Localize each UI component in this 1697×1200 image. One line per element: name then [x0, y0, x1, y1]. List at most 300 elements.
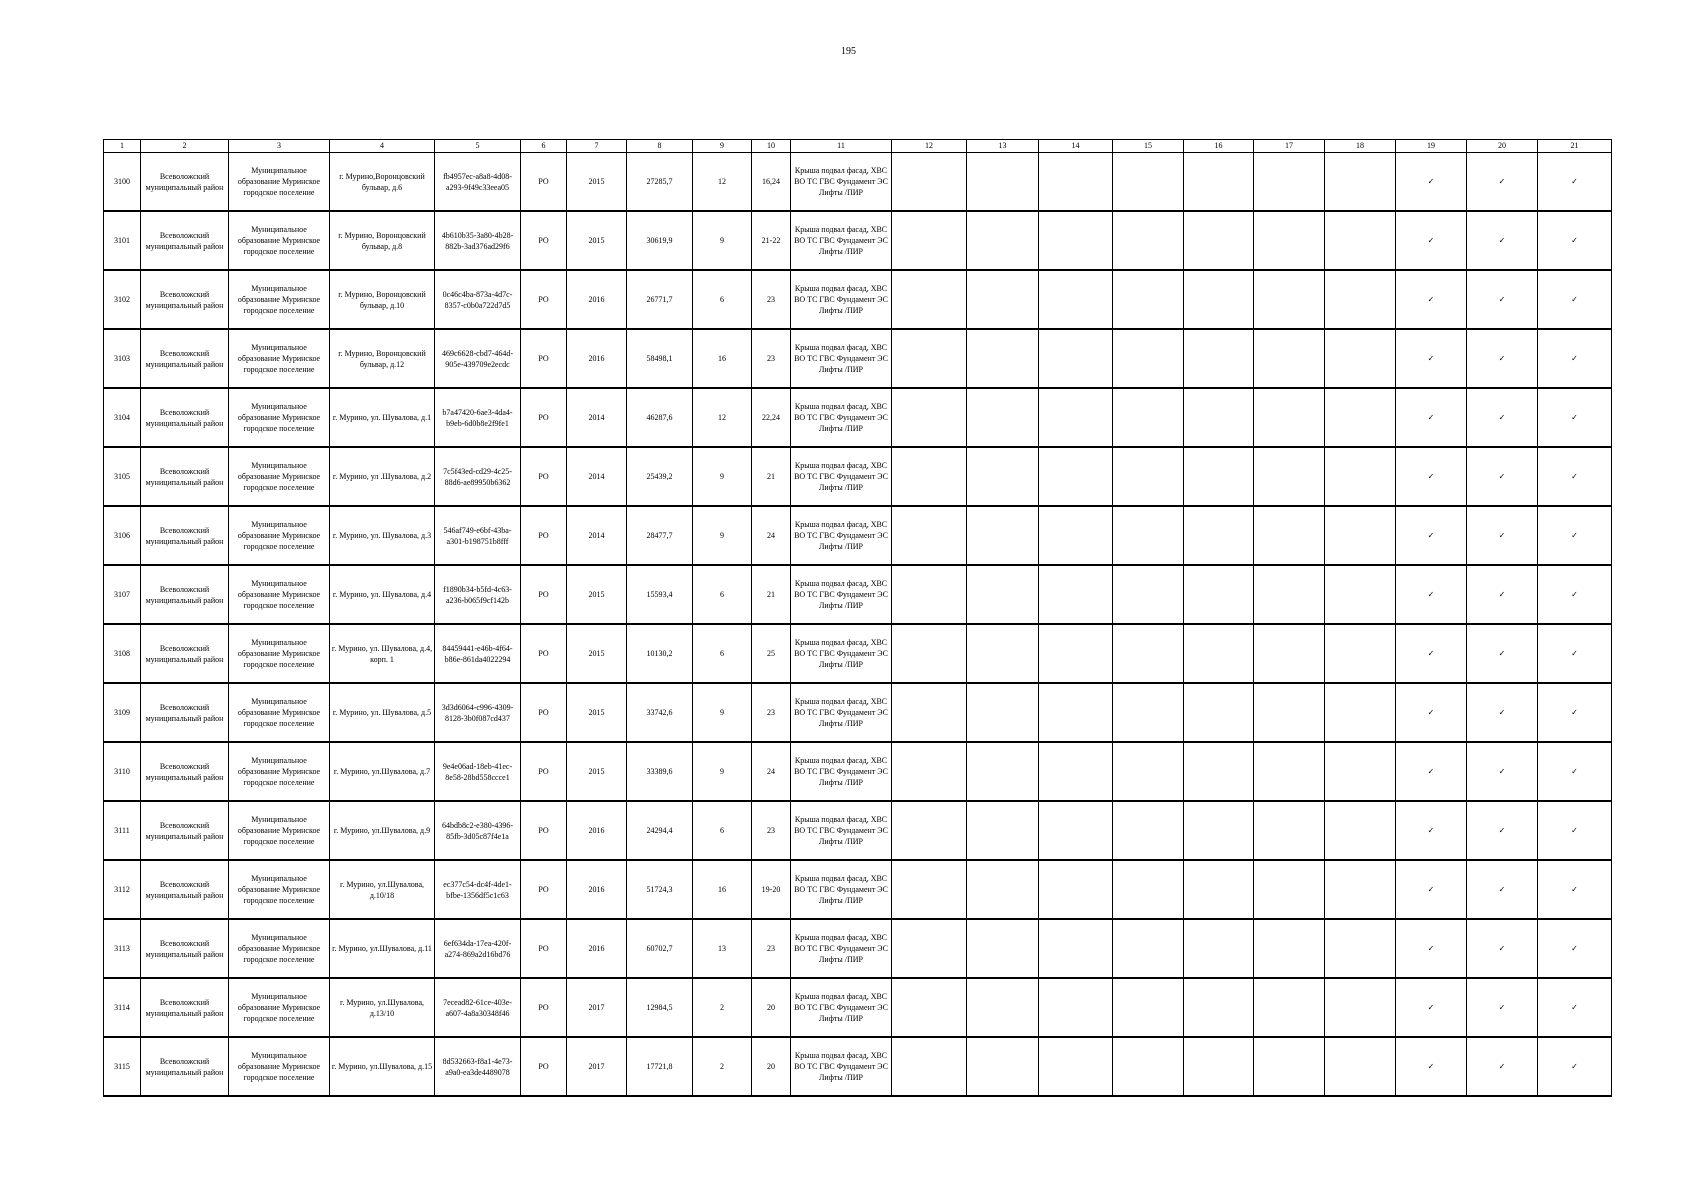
empty-cell	[1254, 801, 1325, 860]
check-mark-icon: ✓	[1467, 565, 1538, 624]
house-code-cell: 3d3d6064-c996-4309-8128-3b0f087cd437	[435, 683, 521, 742]
empty-cell	[1254, 978, 1325, 1037]
fund-type-cell: РО	[521, 919, 567, 978]
municipality-cell: Муниципальное образование Муринское городское поселение	[229, 624, 330, 683]
municipality-cell: Муниципальное образование Муринское городское поселение	[229, 1037, 330, 1096]
municipality-cell: Муниципальное образование Муринское городское поселение	[229, 329, 330, 388]
fund-type-cell: РО	[521, 1037, 567, 1096]
check-mark-icon: ✓	[1538, 978, 1612, 1037]
year-cell: 2015	[567, 624, 627, 683]
municipality-cell: Муниципальное образование Муринское городское поселение	[229, 388, 330, 447]
house-code-cell: 0c46c4ba-873a-4d7c-8357-c0b0a722d7d5	[435, 270, 521, 329]
empty-cell	[1325, 624, 1396, 683]
municipality-cell: Муниципальное образование Муринское городское поселение	[229, 506, 330, 565]
fund-type-cell: РО	[521, 153, 567, 212]
check-mark-icon: ✓	[1467, 978, 1538, 1037]
address-cell: г. Мурино, ул.Шувалова, д.13/10	[330, 978, 435, 1037]
empty-cell	[1039, 211, 1113, 270]
area-cell: 25439,2	[627, 447, 693, 506]
empty-cell	[1039, 978, 1113, 1037]
municipality-cell: Муниципальное образование Муринское городское поселение	[229, 683, 330, 742]
col10-cell: 21-22	[752, 211, 791, 270]
area-cell: 27285,7	[627, 153, 693, 212]
empty-cell	[1184, 270, 1254, 329]
row-number: 3102	[104, 270, 141, 329]
floors-cell: 6	[693, 270, 752, 329]
floors-cell: 6	[693, 624, 752, 683]
empty-cell	[1039, 919, 1113, 978]
empty-cell	[1254, 683, 1325, 742]
address-cell: г. Мурино, ул.Шувалова, д.15	[330, 1037, 435, 1096]
works-cell: Крыша подвал фасад, ХВС ВО ТС ГВС Фундамент ЭС Лифты /ПИР	[791, 153, 892, 212]
row-number: 3114	[104, 978, 141, 1037]
empty-cell	[1254, 506, 1325, 565]
empty-cell	[1325, 742, 1396, 801]
empty-cell	[967, 153, 1039, 212]
district-cell: Всеволожский муниципальный район	[141, 270, 229, 329]
district-cell: Всеволожский муниципальный район	[141, 565, 229, 624]
house-code-cell: 6ef634da-17ea-420f-a274-869a2d16bd76	[435, 919, 521, 978]
area-cell: 51724,3	[627, 860, 693, 919]
empty-cell	[1184, 624, 1254, 683]
empty-cell	[1039, 624, 1113, 683]
empty-cell	[1039, 447, 1113, 506]
col10-cell: 24	[752, 506, 791, 565]
table-row	[104, 742, 1612, 801]
address-cell: г. Мурино, ул. Шувалова, д.4, корп. 1	[330, 624, 435, 683]
area-cell: 17721,8	[627, 1037, 693, 1096]
year-cell: 2015	[567, 211, 627, 270]
empty-cell	[892, 211, 967, 270]
empty-cell	[1113, 153, 1184, 212]
empty-cell	[1254, 211, 1325, 270]
column-number-header: 4	[330, 140, 435, 153]
column-number-header: 8	[627, 140, 693, 153]
column-number-header: 10	[752, 140, 791, 153]
municipality-cell: Муниципальное образование Муринское городское поселение	[229, 978, 330, 1037]
row-number: 3105	[104, 447, 141, 506]
check-mark-icon: ✓	[1467, 153, 1538, 212]
col10-cell: 23	[752, 329, 791, 388]
municipality-cell: Муниципальное образование Муринское городское поселение	[229, 565, 330, 624]
area-cell: 60702,7	[627, 919, 693, 978]
fund-type-cell: РО	[521, 388, 567, 447]
works-cell: Крыша подвал фасад, ХВС ВО ТС ГВС Фундамент ЭС Лифты /ПИР	[791, 388, 892, 447]
address-cell: г. Мурино,Воронцовский бульвар, д.6	[330, 153, 435, 212]
house-code-cell: 546af749-e6bf-43ba-a301-b198751b8fff	[435, 506, 521, 565]
empty-cell	[1039, 270, 1113, 329]
empty-cell	[967, 329, 1039, 388]
col10-cell: 16,24	[752, 153, 791, 212]
works-cell: Крыша подвал фасад, ХВС ВО ТС ГВС Фундамент ЭС Лифты /ПИР	[791, 860, 892, 919]
municipality-cell: Муниципальное образование Муринское городское поселение	[229, 801, 330, 860]
check-mark-icon: ✓	[1467, 211, 1538, 270]
table-row	[104, 801, 1612, 860]
district-cell: Всеволожский муниципальный район	[141, 860, 229, 919]
check-mark-icon: ✓	[1538, 388, 1612, 447]
check-mark-icon: ✓	[1467, 270, 1538, 329]
empty-cell	[1254, 329, 1325, 388]
check-mark-icon: ✓	[1396, 565, 1467, 624]
table-row	[104, 447, 1612, 506]
check-mark-icon: ✓	[1467, 329, 1538, 388]
empty-cell	[892, 624, 967, 683]
column-number-header: 19	[1396, 140, 1467, 153]
check-mark-icon: ✓	[1467, 919, 1538, 978]
floors-cell: 12	[693, 153, 752, 212]
floors-cell: 9	[693, 211, 752, 270]
floors-cell: 6	[693, 565, 752, 624]
area-cell: 46287,6	[627, 388, 693, 447]
works-cell: Крыша подвал фасад, ХВС ВО ТС ГВС Фундамент ЭС Лифты /ПИР	[791, 683, 892, 742]
column-number-header: 6	[521, 140, 567, 153]
works-cell: Крыша подвал фасад, ХВС ВО ТС ГВС Фундамент ЭС Лифты /ПИР	[791, 565, 892, 624]
empty-cell	[1113, 624, 1184, 683]
check-mark-icon: ✓	[1538, 742, 1612, 801]
table-row	[104, 565, 1612, 624]
empty-cell	[892, 388, 967, 447]
house-code-cell: 7ecead82-61ce-403e-a607-4a8a30348f46	[435, 978, 521, 1037]
empty-cell	[1113, 919, 1184, 978]
empty-cell	[1113, 565, 1184, 624]
works-cell: Крыша подвал фасад, ХВС ВО ТС ГВС Фундамент ЭС Лифты /ПИР	[791, 506, 892, 565]
floors-cell: 16	[693, 329, 752, 388]
empty-cell	[1184, 742, 1254, 801]
empty-cell	[1325, 1037, 1396, 1096]
check-mark-icon: ✓	[1467, 860, 1538, 919]
empty-cell	[1184, 329, 1254, 388]
check-mark-icon: ✓	[1538, 1037, 1612, 1096]
area-cell: 10130,2	[627, 624, 693, 683]
empty-cell	[967, 860, 1039, 919]
check-mark-icon: ✓	[1396, 211, 1467, 270]
col10-cell: 20	[752, 978, 791, 1037]
house-code-cell: 7c5f43ed-cd29-4c25-88d6-ae89950b6362	[435, 447, 521, 506]
house-code-cell: fb4957ec-a8a8-4d08-a293-9f49c33eea05	[435, 153, 521, 212]
fund-type-cell: РО	[521, 742, 567, 801]
check-mark-icon: ✓	[1467, 506, 1538, 565]
floors-cell: 9	[693, 447, 752, 506]
empty-cell	[1254, 565, 1325, 624]
empty-cell	[1184, 683, 1254, 742]
empty-cell	[1039, 506, 1113, 565]
column-number-header: 20	[1467, 140, 1538, 153]
check-mark-icon: ✓	[1396, 919, 1467, 978]
floors-cell: 2	[693, 978, 752, 1037]
row-number: 3100	[104, 153, 141, 212]
empty-cell	[1254, 919, 1325, 978]
column-number-header: 11	[791, 140, 892, 153]
empty-cell	[1184, 153, 1254, 212]
district-cell: Всеволожский муниципальный район	[141, 388, 229, 447]
check-mark-icon: ✓	[1467, 801, 1538, 860]
fund-type-cell: РО	[521, 978, 567, 1037]
address-cell: г. Мурино, ул. Шувалова, д.3	[330, 506, 435, 565]
row-number: 3115	[104, 1037, 141, 1096]
empty-cell	[1325, 565, 1396, 624]
row-number: 3113	[104, 919, 141, 978]
table-row	[104, 329, 1612, 388]
district-cell: Всеволожский муниципальный район	[141, 742, 229, 801]
empty-cell	[1113, 506, 1184, 565]
check-mark-icon: ✓	[1396, 978, 1467, 1037]
row-number: 3111	[104, 801, 141, 860]
table-body	[104, 153, 1612, 1097]
fund-type-cell: РО	[521, 860, 567, 919]
address-cell: г. Мурино, ул. Шувалова, д.4	[330, 565, 435, 624]
floors-cell: 16	[693, 860, 752, 919]
check-mark-icon: ✓	[1538, 329, 1612, 388]
empty-cell	[967, 270, 1039, 329]
empty-cell	[967, 506, 1039, 565]
check-mark-icon: ✓	[1396, 270, 1467, 329]
empty-cell	[1325, 447, 1396, 506]
table-row	[104, 506, 1612, 565]
address-cell: г. Мурино, ул. Шувалова, д.1	[330, 388, 435, 447]
col10-cell: 19-20	[752, 860, 791, 919]
year-cell: 2015	[567, 565, 627, 624]
municipality-cell: Муниципальное образование Муринское городское поселение	[229, 447, 330, 506]
check-mark-icon: ✓	[1538, 624, 1612, 683]
empty-cell	[1039, 565, 1113, 624]
area-cell: 12984,5	[627, 978, 693, 1037]
house-code-cell: b7a47420-6ae3-4da4-b9eb-6d0b8e2f9fe1	[435, 388, 521, 447]
empty-cell	[1039, 329, 1113, 388]
empty-cell	[1113, 211, 1184, 270]
year-cell: 2015	[567, 683, 627, 742]
empty-cell	[1254, 860, 1325, 919]
district-cell: Всеволожский муниципальный район	[141, 506, 229, 565]
col10-cell: 25	[752, 624, 791, 683]
year-cell: 2016	[567, 329, 627, 388]
empty-cell	[892, 1037, 967, 1096]
empty-cell	[1325, 801, 1396, 860]
col10-cell: 23	[752, 683, 791, 742]
empty-cell	[1184, 1037, 1254, 1096]
works-cell: Крыша подвал фасад, ХВС ВО ТС ГВС Фундамент ЭС Лифты /ПИР	[791, 211, 892, 270]
area-cell: 33742,6	[627, 683, 693, 742]
house-code-cell: f1890b34-b5fd-4c63-a236-b065f9cf142b	[435, 565, 521, 624]
table-row	[104, 1037, 1612, 1096]
area-cell: 30619,9	[627, 211, 693, 270]
house-code-cell: 8d532663-f8a1-4e73-a9a0-ea3de4489078	[435, 1037, 521, 1096]
empty-cell	[1325, 683, 1396, 742]
address-cell: г. Мурино, ул.Шувалова, д.11	[330, 919, 435, 978]
check-mark-icon: ✓	[1467, 683, 1538, 742]
empty-cell	[892, 742, 967, 801]
register-table	[103, 139, 1612, 1097]
column-number-header: 14	[1039, 140, 1113, 153]
check-mark-icon: ✓	[1467, 447, 1538, 506]
check-mark-icon: ✓	[1396, 506, 1467, 565]
empty-cell	[967, 447, 1039, 506]
floors-cell: 2	[693, 1037, 752, 1096]
check-mark-icon: ✓	[1538, 447, 1612, 506]
empty-cell	[1325, 153, 1396, 212]
works-cell: Крыша подвал фасад, ХВС ВО ТС ГВС Фундамент ЭС Лифты /ПИР	[791, 447, 892, 506]
empty-cell	[1184, 447, 1254, 506]
empty-cell	[1184, 388, 1254, 447]
col10-cell: 24	[752, 742, 791, 801]
fund-type-cell: РО	[521, 506, 567, 565]
empty-cell	[892, 683, 967, 742]
check-mark-icon: ✓	[1538, 270, 1612, 329]
house-code-cell: 469c6628-cbd7-464d-905e-439709e2ecdc	[435, 329, 521, 388]
empty-cell	[1113, 447, 1184, 506]
year-cell: 2015	[567, 742, 627, 801]
empty-cell	[1325, 388, 1396, 447]
empty-cell	[892, 919, 967, 978]
works-cell: Крыша подвал фасад, ХВС ВО ТС ГВС Фундамент ЭС Лифты /ПИР	[791, 624, 892, 683]
empty-cell	[1039, 860, 1113, 919]
address-cell: г. Мурино, Воронцовский бульвар, д.12	[330, 329, 435, 388]
column-number-header: 9	[693, 140, 752, 153]
empty-cell	[1254, 624, 1325, 683]
empty-cell	[967, 388, 1039, 447]
check-mark-icon: ✓	[1538, 919, 1612, 978]
floors-cell: 12	[693, 388, 752, 447]
check-mark-icon: ✓	[1538, 801, 1612, 860]
table-row	[104, 978, 1612, 1037]
check-mark-icon: ✓	[1396, 447, 1467, 506]
address-cell: г. Мурино, Воронцовский бульвар, д.8	[330, 211, 435, 270]
column-number-header: 7	[567, 140, 627, 153]
address-cell: г. Мурино, ул.Шувалова, д.9	[330, 801, 435, 860]
year-cell: 2014	[567, 506, 627, 565]
column-number-header: 17	[1254, 140, 1325, 153]
col10-cell: 23	[752, 801, 791, 860]
table-row	[104, 683, 1612, 742]
empty-cell	[1325, 270, 1396, 329]
empty-cell	[892, 329, 967, 388]
works-cell: Крыша подвал фасад, ХВС ВО ТС ГВС Фундамент ЭС Лифты /ПИР	[791, 329, 892, 388]
empty-cell	[1184, 801, 1254, 860]
address-cell: г. Мурино, Воронцовский бульвар, д.10	[330, 270, 435, 329]
check-mark-icon: ✓	[1467, 1037, 1538, 1096]
municipality-cell: Муниципальное образование Муринское городское поселение	[229, 211, 330, 270]
year-cell: 2016	[567, 801, 627, 860]
floors-cell: 9	[693, 683, 752, 742]
empty-cell	[1039, 1037, 1113, 1096]
floors-cell: 9	[693, 742, 752, 801]
empty-cell	[892, 860, 967, 919]
house-code-cell: ec377c54-dc4f-4de1-bfbe-1356df5c1c63	[435, 860, 521, 919]
fund-type-cell: РО	[521, 447, 567, 506]
district-cell: Всеволожский муниципальный район	[141, 153, 229, 212]
empty-cell	[1113, 329, 1184, 388]
row-number: 3104	[104, 388, 141, 447]
works-cell: Крыша подвал фасад, ХВС ВО ТС ГВС Фундамент ЭС Лифты /ПИР	[791, 978, 892, 1037]
table-row	[104, 153, 1612, 212]
area-cell: 15593,4	[627, 565, 693, 624]
fund-type-cell: РО	[521, 801, 567, 860]
check-mark-icon: ✓	[1396, 1037, 1467, 1096]
col10-cell: 23	[752, 270, 791, 329]
empty-cell	[1113, 270, 1184, 329]
fund-type-cell: РО	[521, 211, 567, 270]
empty-cell	[967, 742, 1039, 801]
empty-cell	[1039, 388, 1113, 447]
municipality-cell: Муниципальное образование Муринское городское поселение	[229, 919, 330, 978]
district-cell: Всеволожский муниципальный район	[141, 683, 229, 742]
column-number-header: 12	[892, 140, 967, 153]
house-code-cell: 64bdb8c2-e380-4396-85fb-3d05c87f4e1a	[435, 801, 521, 860]
empty-cell	[1254, 447, 1325, 506]
address-cell: г. Мурино, ул.Шувалова, д.7	[330, 742, 435, 801]
empty-cell	[1254, 388, 1325, 447]
empty-cell	[967, 683, 1039, 742]
column-number-header: 5	[435, 140, 521, 153]
row-number: 3103	[104, 329, 141, 388]
row-number: 3110	[104, 742, 141, 801]
fund-type-cell: РО	[521, 565, 567, 624]
check-mark-icon: ✓	[1396, 329, 1467, 388]
col10-cell: 23	[752, 919, 791, 978]
year-cell: 2015	[567, 153, 627, 212]
empty-cell	[967, 801, 1039, 860]
year-cell: 2016	[567, 919, 627, 978]
empty-cell	[1184, 860, 1254, 919]
district-cell: Всеволожский муниципальный район	[141, 1037, 229, 1096]
check-mark-icon: ✓	[1538, 211, 1612, 270]
empty-cell	[1184, 978, 1254, 1037]
check-mark-icon: ✓	[1396, 801, 1467, 860]
area-cell: 28477,7	[627, 506, 693, 565]
empty-cell	[1039, 801, 1113, 860]
col10-cell: 21	[752, 565, 791, 624]
column-number-header: 18	[1325, 140, 1396, 153]
empty-cell	[1113, 1037, 1184, 1096]
check-mark-icon: ✓	[1396, 153, 1467, 212]
column-number-header: 13	[967, 140, 1039, 153]
area-cell: 58498,1	[627, 329, 693, 388]
area-cell: 24294,4	[627, 801, 693, 860]
works-cell: Крыша подвал фасад, ХВС ВО ТС ГВС Фундамент ЭС Лифты /ПИР	[791, 1037, 892, 1096]
empty-cell	[1325, 919, 1396, 978]
empty-cell	[1113, 801, 1184, 860]
district-cell: Всеволожский муниципальный район	[141, 624, 229, 683]
empty-cell	[1184, 506, 1254, 565]
row-number: 3112	[104, 860, 141, 919]
empty-cell	[892, 270, 967, 329]
check-mark-icon: ✓	[1396, 388, 1467, 447]
area-cell: 26771,7	[627, 270, 693, 329]
check-mark-icon: ✓	[1396, 683, 1467, 742]
year-cell: 2017	[567, 978, 627, 1037]
empty-cell	[1184, 919, 1254, 978]
empty-cell	[1325, 329, 1396, 388]
municipality-cell: Муниципальное образование Муринское городское поселение	[229, 153, 330, 212]
check-mark-icon: ✓	[1538, 565, 1612, 624]
address-cell: г. Мурино, ул .Шувалова, д.2	[330, 447, 435, 506]
floors-cell: 13	[693, 919, 752, 978]
district-cell: Всеволожский муниципальный район	[141, 801, 229, 860]
empty-cell	[1039, 683, 1113, 742]
area-cell: 33389,6	[627, 742, 693, 801]
table-row	[104, 860, 1612, 919]
empty-cell	[1325, 211, 1396, 270]
row-number: 3108	[104, 624, 141, 683]
empty-cell	[1254, 1037, 1325, 1096]
fund-type-cell: РО	[521, 683, 567, 742]
empty-cell	[1113, 683, 1184, 742]
page-number: 195	[841, 46, 856, 57]
empty-cell	[967, 978, 1039, 1037]
empty-cell	[892, 565, 967, 624]
municipality-cell: Муниципальное образование Муринское городское поселение	[229, 860, 330, 919]
table-row	[104, 211, 1612, 270]
empty-cell	[1325, 978, 1396, 1037]
